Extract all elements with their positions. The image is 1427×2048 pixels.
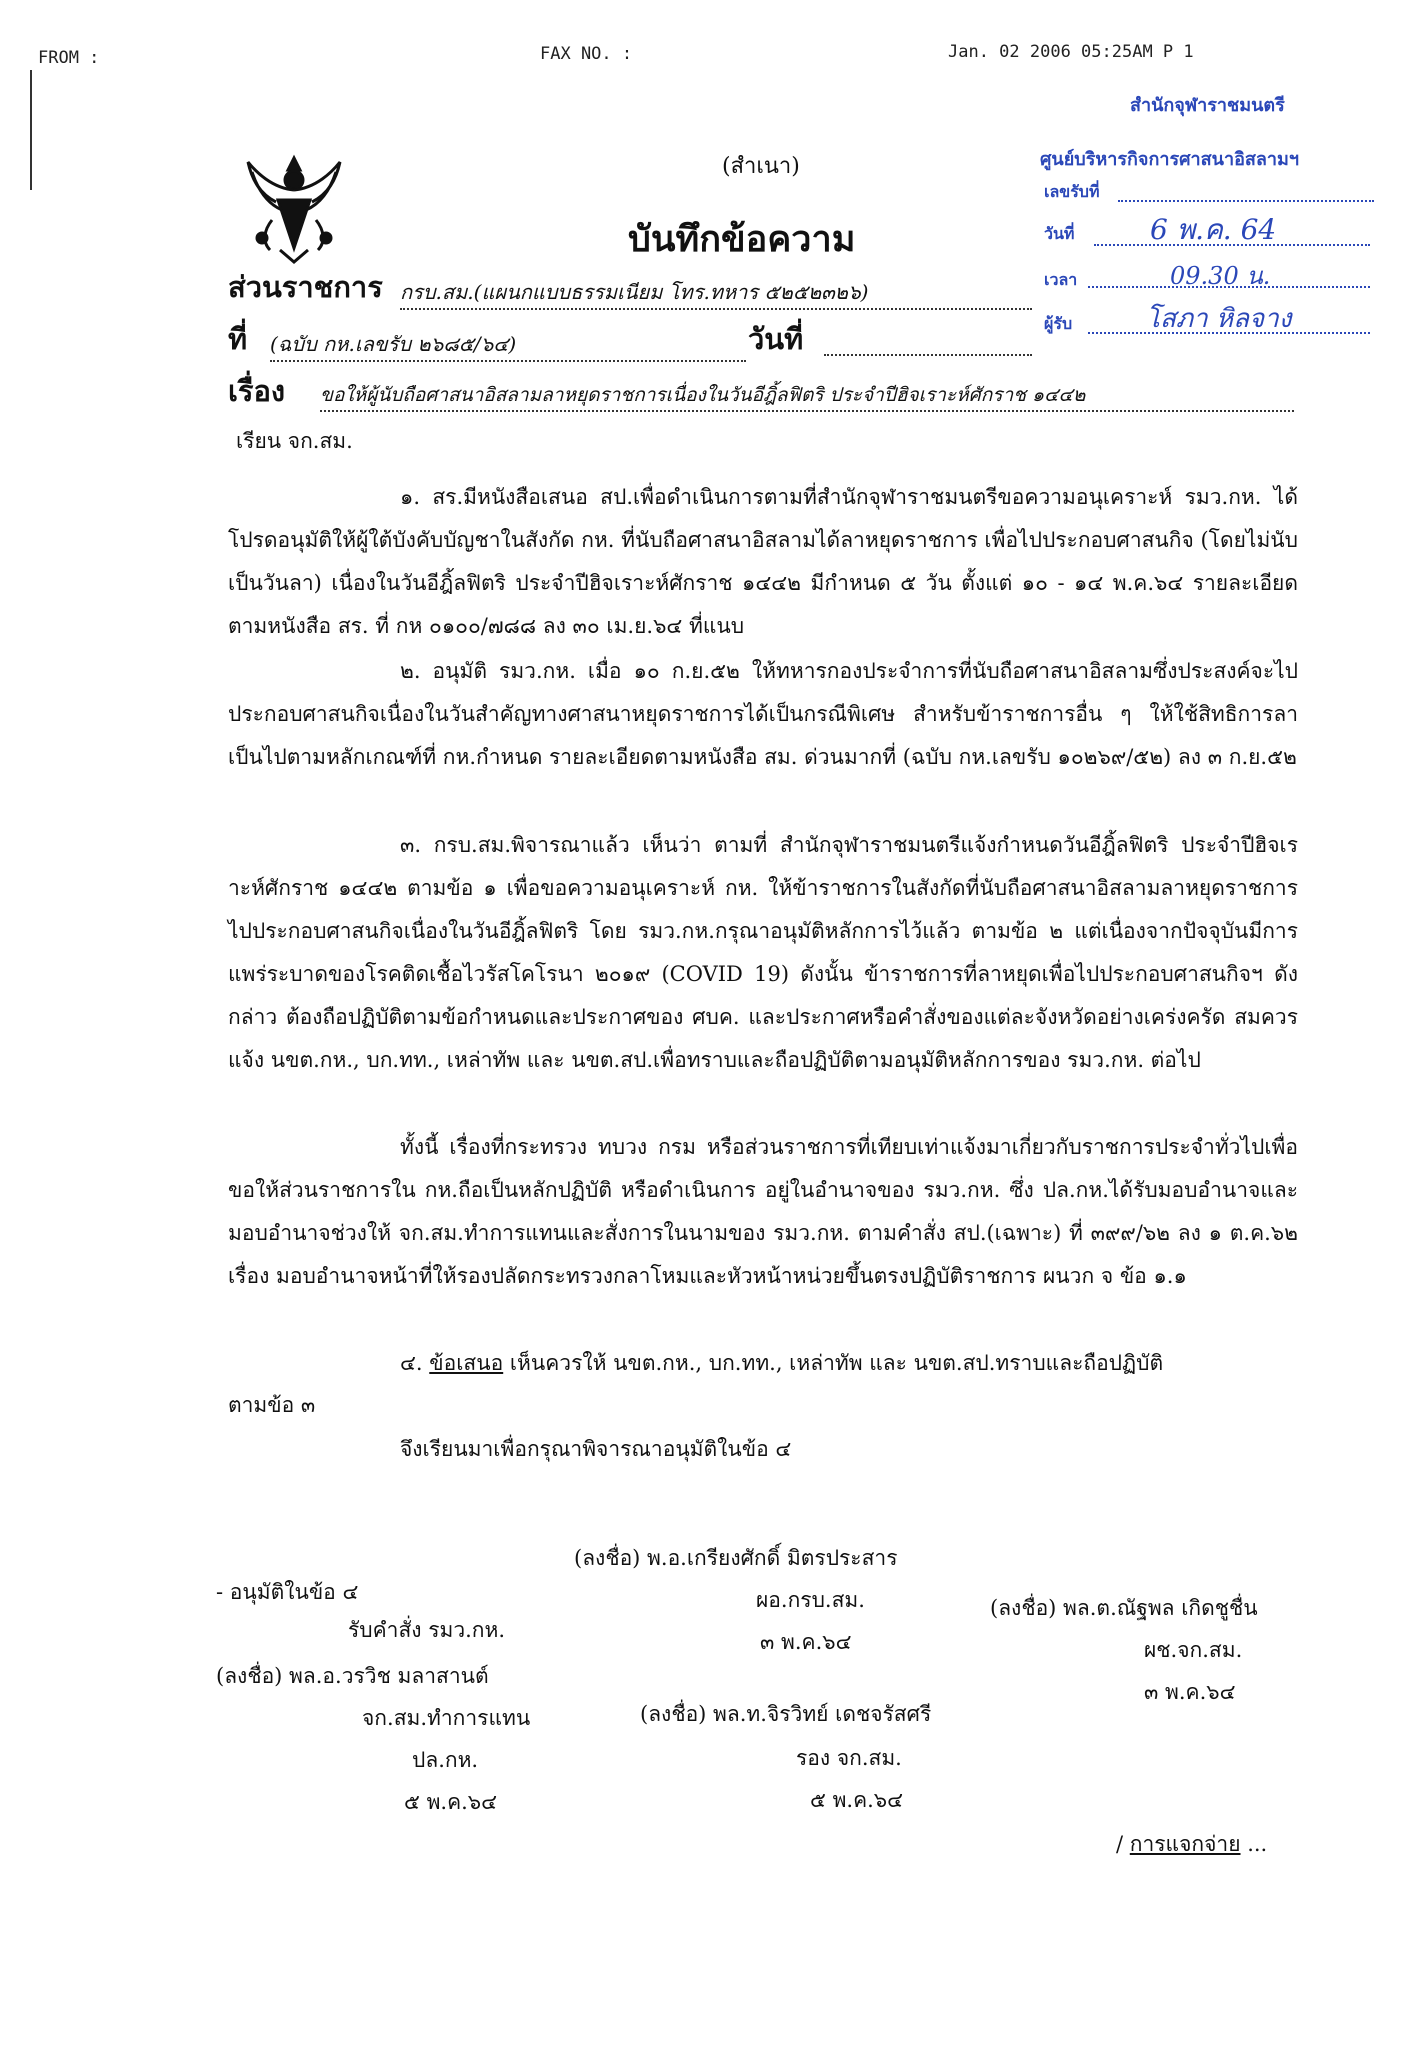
fax-from: FROM : — [38, 48, 100, 68]
salutation: เรียน จก.สม. — [236, 429, 353, 453]
agency-label: ส่วนราชการ — [228, 270, 383, 304]
date-label: วันที่ — [748, 322, 804, 356]
agency-value: กรบ.สม.(แผนกแบบธรรมเนียม โทร.ทหาร ๕๒๕๒๓๒๖) — [400, 276, 1032, 310]
paragraph-2-text: ๒. อนุมัติ รมว.กห. เมื่อ ๑๐ ก.ย.๕๒ ให้ทหารกองประจำการที่นับถือศาสนาอิสลามซึ่งประสงค์จะไปประกอบศาสนกิจเนื่องในวันสำคัญทางศาสนาหยุดราชการได้เป็นกรณีพิเศษ สำหรับข้าราชการอื่น ๆ ให้ใช้สิทธิการลาเป็นไปตามหลักเกณฑ์ที่ กห.กำหนด รายละเอียดตามหนังสือ สม. ด่วนมากที่ (ฉบับ กห.เลขรับ ๑๐๒๖๙/๕๒) ลง ๓ ก.ย.๕๒ — [228, 659, 1298, 769]
stamp-date-value: 6 พ.ค. 64 — [1150, 213, 1277, 246]
receipt-stamp — [1040, 88, 1380, 348]
right-signer-position: ผช.จก.สม. — [1144, 1638, 1243, 1662]
paragraph-1 — [228, 476, 1298, 648]
document-title: บันทึกข้อความ — [628, 219, 856, 260]
center-top-signer-name: (ลงชื่อ) พ.อ.เกรียงศักดิ์ มิตรประสาร — [574, 1546, 898, 1570]
left-signer-position-1: จก.สม.ทำการแทน — [362, 1706, 531, 1730]
paragraph-3-text: ๓. กรบ.สม.พิจารณาแล้ว เห็นว่า ตามที่ สำนักจุฬาราชมนตรีแจ้งกำหนดวันอีฎิ้ลฟิตริ ประจำปีฮิจเราะห์ศักราช ๑๔๔๒ ตามข้อ ๑ เพื่อขอความอนุเคราะห์ กห. ให้ข้าราชการในสังกัดที่นับถือศาสนาอิสลามลาหยุดราชการไปประกอบศาสนกิจเนื่องในวันอีฎิ้ลฟิตริ โดย รมว.กห.กรุณาอนุมัติหลักการไว้แล้ว ตามข้อ ๒ แต่เนื่องจากปัจจุบันมีการแพร่ระบาดของโรคติดเชื้อไวรัสโคโรนา ๒๐๑๙ (COVID 19) ดังนั้น ข้าราชการที่ลาหยุดเพื่อไปประกอบศาสนกิจฯ ดังกล่าว ต้องถือปฏิบัติตามข้อกำหนดและประกาศของ ศบค. และประกาศหรือคำสั่งของแต่ละจังหวัดอย่างเคร่งครัด สมควรแจ้ง นขต.กห., บก.ทท., เหล่าทัพ และ นขต.สป.เพื่อทราบและถือปฏิบัติตามอนุมัติหลักการของ รมว.กห. ต่อไป — [228, 833, 1298, 1072]
paragraph-4-text: ทั้งนี้ เรื่องที่กระทรวง ทบวง กรม หรือส่วนราชการที่เทียบเท่าแจ้งมาเกี่ยวกับราชการประจำทั่วไปเพื่อขอให้ส่วนราชการใน กห.ถือเป็นหลักปฏิบัติ หรือดำเนินการ อยู่ในอำนาจของ รมว.กห. ซึ่ง ปล.กห.ได้รับมอบอำนาจและมอบอำนาจช่วงให้ จก.สม.ทำการแทนและสั่งการในนามของ รมว.กห. ตามคำสั่ง สป.(เฉพาะ) ที่ ๓๙๙/๖๒ ลง ๑ ต.ค.๖๒ เรื่อง มอบอำนาจหน้าที่ให้รองปลัดกระทรวงกลาโหมและหัวหน้าหน่วยขึ้นตรงปฏิบัติราชการ ผนวก จ ข้อ ๑.๑ — [228, 1135, 1298, 1288]
stamp-time-value: 09.30 น. — [1170, 262, 1271, 290]
copy-label: (สำเนา) — [722, 154, 800, 179]
stamp-center: ศูนย์บริหารกิจการศาสนาอิสลามฯ — [1040, 149, 1299, 170]
right-signer-date: ๓ พ.ค.๖๔ — [1144, 1680, 1236, 1704]
reference-label: ที่ — [228, 322, 248, 356]
distribution-footer — [1116, 1824, 1267, 1864]
center-bottom-signer-name: (ลงชื่อ) พล.ท.จิรวิทย์ เดชจรัสศรี — [640, 1702, 932, 1726]
fax-number: FAX NO. : — [540, 44, 633, 64]
footer-ellipsis: ... — [1247, 1832, 1268, 1856]
center-top-signer-date: ๓ พ.ค.๖๔ — [760, 1630, 852, 1654]
paragraph-5-line2: ตามข้อ ๓ — [228, 1393, 316, 1417]
distribution-label: การแจกจ่าย — [1129, 1832, 1241, 1856]
scan-margin-line — [30, 70, 32, 190]
paragraph-4 — [228, 1126, 1298, 1298]
subject-label: เรื่อง — [228, 374, 286, 408]
left-signer-name: (ลงชื่อ) พล.อ.วรวิช มลาสานต์ — [216, 1664, 489, 1688]
center-top-signer-position: ผอ.กรบ.สม. — [756, 1588, 865, 1612]
stamp-receiver-value: โสภา หิลจาง — [1146, 304, 1292, 334]
date-line — [824, 354, 1032, 356]
paragraph-5-number: ๔. — [400, 1351, 423, 1375]
subject-value: ขอให้ผู้นับถือศาสนาอิสลามลาหยุดราชการเนื่องในวันอีฎิ้ลฟิตริ ประจำปีฮิจเราะห์ศักราช ๑๔๔๒ — [320, 380, 1294, 412]
garuda-emblem — [242, 150, 347, 269]
order-line: รับคำสั่ง รมว.กห. — [348, 1618, 506, 1642]
paragraph-5-text: เห็นควรให้ นขต.กห., บก.ทท., เหล่าทัพ และ นขต.สป.ทราบและถือปฏิบัติ — [503, 1351, 1164, 1375]
stamp-time-label: เวลา — [1044, 270, 1078, 289]
paragraph-1-text: ๑. สร.มีหนังสือเสนอ สป.เพื่อดำเนินการตามที่สำนักจุฬาราชมนตรีขอความอนุเคราะห์ รมว.กห. ได้โปรดอนุมัติให้ผู้ใต้บังคับบัญชาในสังกัด กห. ที่นับถือศาสนาอิสลามได้ลาหยุดราชการ เพื่อไปประกอบศาสนกิจ (โดยไม่นับเป็นวันลา) เนื่องในวันอีฎิ้ลฟิตริ ประจำปีฮิจเราะห์ศักราช ๑๔๔๒ มีกำหนด ๕ วัน ตั้งแต่ ๑๐ - ๑๔ พ.ค.๖๔ รายละเอียดตามหนังสือ สร. ที่ กห ๐๑๐๐/๗๘๘ ลง ๓๐ เม.ย.๖๔ ที่แนบ — [228, 485, 1298, 638]
approve-line: - อนุมัติในข้อ ๔ — [216, 1580, 359, 1604]
left-signer-position-2: ปล.กห. — [412, 1748, 479, 1772]
right-signer-name: (ลงชื่อ) พล.ต.ณัฐพล เกิดชูชื่น — [990, 1596, 1258, 1620]
left-signer-date: ๕ พ.ค.๖๔ — [404, 1790, 498, 1814]
stamp-date-label: วันที่ — [1044, 224, 1075, 243]
paragraph-5 — [400, 1342, 1163, 1385]
center-bottom-signer-date: ๕ พ.ค.๖๔ — [810, 1788, 904, 1812]
paragraph-2 — [228, 650, 1298, 779]
footer-slash: / — [1116, 1832, 1124, 1856]
stamp-office: สำนักจุฬาราชมนตรี — [1130, 95, 1285, 116]
fax-date-page: Jan. 02 2006 05:25AM P 1 — [948, 42, 1194, 62]
proposal-label: ข้อเสนอ — [429, 1351, 504, 1375]
stamp-receipt-line — [1118, 200, 1374, 202]
center-bottom-signer-position: รอง จก.สม. — [796, 1746, 902, 1770]
stamp-receipt-label: เลขรับที่ — [1044, 182, 1100, 201]
reference-value: (ฉบับ กห.เลขรับ ๒๖๘๕/๖๔) — [270, 328, 746, 362]
stamp-receiver-label: ผู้รับ — [1044, 314, 1073, 333]
paragraph-3 — [228, 824, 1298, 1082]
closing-line: จึงเรียนมาเพื่อกรุณาพิจารณาอนุมัติในข้อ ๔ — [400, 1437, 792, 1461]
